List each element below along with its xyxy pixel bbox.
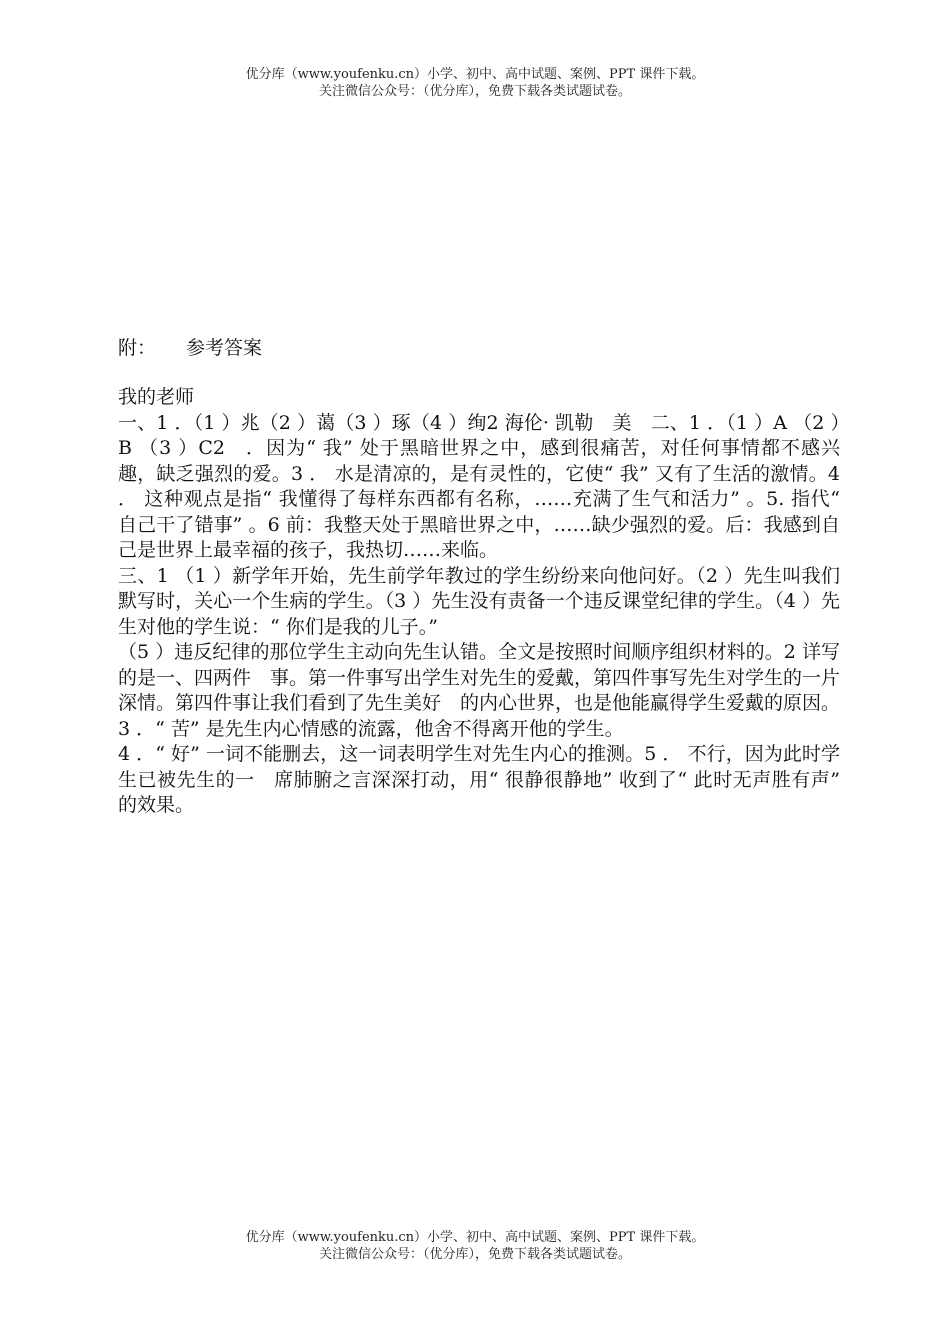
answer-paragraph-3: （5 ）违反纪律的那位学生主动向先生认错。全文是按照时间顺序组织材料的。2 详写的是一、四两件 事。第一件事写出学生对先生的爱戴，第四件事写先生对学生的一片深情。第四件事让我们看到了先生美好 的内心世界，也是他能赢得学生爱戴的原因。3 ．“ 苦” 是先生内心情感的流露，他舍不得离开他的学生。 — [118, 641, 841, 740]
footer-line-1: 优分库（www.youfenku.cn）小学、初中、高中试题、案例、PPT 课件下载。 — [245, 1230, 705, 1245]
appendix-prefix: 附： — [118, 337, 157, 359]
answer-content — [118, 385, 840, 819]
appendix-title: 参考答案 — [186, 337, 263, 359]
answer-paragraph-4: 4 ．“ 好” 一词不能删去，这一词表明学生对先生内心的推测。5 ． 不行，因为此时学生已被先生的一 席肺腑之言深深打动，用“ 很静很静地” 收到了“ 此时无声胜有声” 的效果。 — [118, 743, 840, 816]
footer-line-2: 关注微信公众号：（优分库），免费下载各类试题试卷。 — [318, 1247, 631, 1262]
answer-paragraph-1: 一、1 ．（1 ）兆（2 ）蔼（3 ）琢（4 ）绚2 海伦· 凯勒 美 二、1 ．（1 ）A （2 ）B （3 ）C2 ．因为“ 我” 处于黑暗世界之中，感到很痛苦，对任何事情都不感兴趣，缺乏强烈的爱。3 ． 水是清凉的，是有灵性的，它使“ 我” 又有了生活的激情。4 ． 这种观点是指“ 我懂得了每样东西都有名称，……充满了生气和活力” 。5. 指代“ 自己干了错事” 。6 前：我整天处于黑暗世界之中，……缺少强烈的爱。后：我感到自己是世界上最幸福的孩子，我热切……来临。 — [118, 411, 840, 561]
article-title: 我的老师 — [118, 386, 195, 408]
header-line-1: 优分库（www.youfenku.cn）小学、初中、高中试题、案例、PPT 课件下载。 — [245, 67, 705, 82]
page-footer — [0, 1229, 950, 1263]
page-header — [0, 66, 950, 100]
answer-paragraph-2: 三、1 （1 ）新学年开始，先生前学年教过的学生纷纷来向他问好。（2 ）先生叫我们默写时，关心一个生病的学生。（3 ）先生没有责备一个违反课堂纪律的学生。（4 ）先生对他的学生说：“ 你们是我的儿子。” — [118, 564, 840, 638]
appendix-heading — [118, 335, 262, 361]
header-line-2: 关注微信公众号：（优分库），免费下载各类试题试卷。 — [318, 84, 631, 99]
